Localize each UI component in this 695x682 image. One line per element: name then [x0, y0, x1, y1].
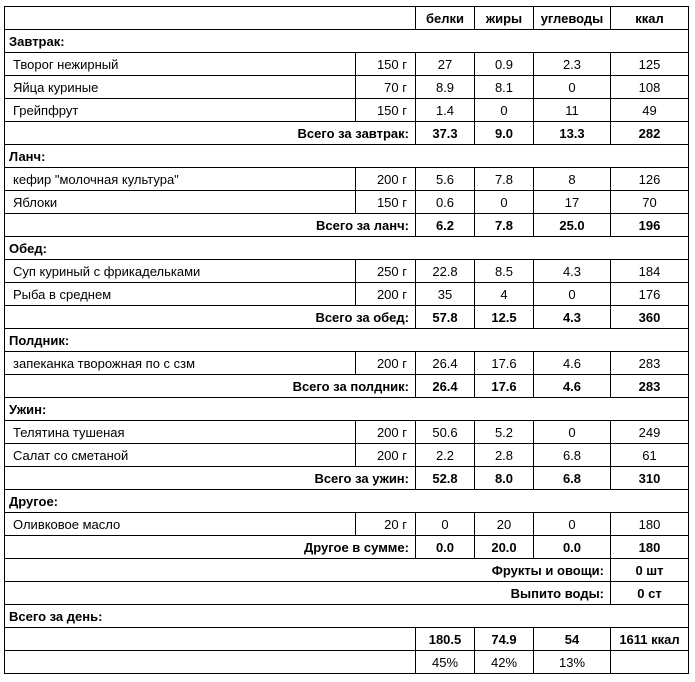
section-title: Полдник:: [5, 329, 689, 352]
section-total-kcal: 282: [611, 122, 689, 145]
food-row: [5, 168, 689, 191]
food-protein: 26.4: [416, 352, 475, 375]
food-row: [5, 191, 689, 214]
food-row: [5, 444, 689, 467]
section-total-kcal: 180: [611, 536, 689, 559]
food-fat: 5.2: [475, 421, 534, 444]
food-fat: 2.8: [475, 444, 534, 467]
food-kcal: 125: [611, 53, 689, 76]
day-total-title-row: [5, 605, 689, 628]
food-fat: 8.1: [475, 76, 534, 99]
food-amount: 150 г: [356, 99, 416, 122]
water-value: 0 ст: [611, 582, 689, 605]
food-amount: 200 г: [356, 168, 416, 191]
section-total-label: Всего за ланч:: [5, 214, 416, 237]
section-total-label: Всего за завтрак:: [5, 122, 416, 145]
section-title: Обед:: [5, 237, 689, 260]
day-percent-blank: [5, 651, 416, 674]
section-total-row: [5, 467, 689, 490]
section-total-carbs: 0.0: [534, 536, 611, 559]
food-name: Салат со сметаной: [5, 444, 356, 467]
header-fat: жиры: [475, 7, 534, 30]
food-carbs: 11: [534, 99, 611, 122]
fruits-veg-label: Фрукты и овощи:: [5, 559, 611, 582]
food-row: [5, 76, 689, 99]
fruits-veg-row: [5, 559, 689, 582]
section-total-protein: 0.0: [416, 536, 475, 559]
food-name: кефир "молочная культура": [5, 168, 356, 191]
food-protein: 22.8: [416, 260, 475, 283]
food-kcal: 108: [611, 76, 689, 99]
food-carbs: 0: [534, 76, 611, 99]
food-protein: 5.6: [416, 168, 475, 191]
section-total-row: [5, 122, 689, 145]
food-name: Телятина тушеная: [5, 421, 356, 444]
food-protein: 50.6: [416, 421, 475, 444]
food-amount: 70 г: [356, 76, 416, 99]
food-row: [5, 352, 689, 375]
section-total-protein: 52.8: [416, 467, 475, 490]
nutrition-table-body: [5, 7, 689, 674]
food-protein: 2.2: [416, 444, 475, 467]
food-amount: 200 г: [356, 352, 416, 375]
header-protein: белки: [416, 7, 475, 30]
section-title: Другое:: [5, 490, 689, 513]
food-kcal: 184: [611, 260, 689, 283]
header-kcal: ккал: [611, 7, 689, 30]
section-total-fat: 20.0: [475, 536, 534, 559]
section-title-row: [5, 145, 689, 168]
section-total-fat: 12.5: [475, 306, 534, 329]
nutrition-table: [4, 6, 689, 674]
day-total-fat: 74.9: [475, 628, 534, 651]
section-total-carbs: 25.0: [534, 214, 611, 237]
fruits-veg-value: 0 шт: [611, 559, 689, 582]
section-total-label: Всего за полдник:: [5, 375, 416, 398]
section-total-kcal: 310: [611, 467, 689, 490]
section-total-row: [5, 214, 689, 237]
section-total-fat: 17.6: [475, 375, 534, 398]
food-name: Творог нежирный: [5, 53, 356, 76]
food-kcal: 180: [611, 513, 689, 536]
section-total-carbs: 4.3: [534, 306, 611, 329]
day-total-kcal: 1611 ккал: [611, 628, 689, 651]
food-row: [5, 99, 689, 122]
section-title-row: [5, 30, 689, 53]
section-title: Ланч:: [5, 145, 689, 168]
day-total-protein: 180.5: [416, 628, 475, 651]
section-total-carbs: 13.3: [534, 122, 611, 145]
section-total-row: [5, 536, 689, 559]
section-total-label: Всего за обед:: [5, 306, 416, 329]
food-kcal: 49: [611, 99, 689, 122]
food-carbs: 4.6: [534, 352, 611, 375]
section-title: Завтрак:: [5, 30, 689, 53]
day-protein-pct: 45%: [416, 651, 475, 674]
food-carbs: 0: [534, 421, 611, 444]
food-carbs: 2.3: [534, 53, 611, 76]
food-row: [5, 283, 689, 306]
section-total-fat: 7.8: [475, 214, 534, 237]
food-fat: 4: [475, 283, 534, 306]
section-total-protein: 37.3: [416, 122, 475, 145]
section-title-row: [5, 329, 689, 352]
section-total-row: [5, 375, 689, 398]
food-kcal: 70: [611, 191, 689, 214]
day-carbs-pct: 13%: [534, 651, 611, 674]
food-name: Грейпфрут: [5, 99, 356, 122]
section-title-row: [5, 398, 689, 421]
food-carbs: 0: [534, 513, 611, 536]
food-carbs: 8: [534, 168, 611, 191]
water-row: [5, 582, 689, 605]
food-kcal: 249: [611, 421, 689, 444]
food-protein: 0: [416, 513, 475, 536]
food-kcal: 283: [611, 352, 689, 375]
section-total-carbs: 6.8: [534, 467, 611, 490]
food-protein: 0.6: [416, 191, 475, 214]
food-kcal: 176: [611, 283, 689, 306]
section-title: Ужин:: [5, 398, 689, 421]
section-title-row: [5, 490, 689, 513]
section-total-fat: 8.0: [475, 467, 534, 490]
food-name: запеканка творожная по с сзм: [5, 352, 356, 375]
food-row: [5, 260, 689, 283]
food-row: [5, 53, 689, 76]
food-protein: 1.4: [416, 99, 475, 122]
header-carbs: углеводы: [534, 7, 611, 30]
food-amount: 250 г: [356, 260, 416, 283]
food-row: [5, 513, 689, 536]
food-amount: 20 г: [356, 513, 416, 536]
food-amount: 150 г: [356, 191, 416, 214]
day-total-row: [5, 628, 689, 651]
section-total-protein: 6.2: [416, 214, 475, 237]
section-total-label: Всего за ужин:: [5, 467, 416, 490]
water-label: Выпито воды:: [5, 582, 611, 605]
day-total-carbs: 54: [534, 628, 611, 651]
food-kcal: 61: [611, 444, 689, 467]
food-name: Суп куриный с фрикадельками: [5, 260, 356, 283]
food-amount: 200 г: [356, 283, 416, 306]
day-pct-blank: [611, 651, 689, 674]
food-amount: 200 г: [356, 421, 416, 444]
day-total-title: Всего за день:: [5, 605, 689, 628]
food-carbs: 0: [534, 283, 611, 306]
food-fat: 0: [475, 191, 534, 214]
food-carbs: 6.8: [534, 444, 611, 467]
food-name: Оливковое масло: [5, 513, 356, 536]
section-total-kcal: 196: [611, 214, 689, 237]
header-blank: [5, 7, 416, 30]
food-carbs: 17: [534, 191, 611, 214]
section-total-carbs: 4.6: [534, 375, 611, 398]
food-amount: 150 г: [356, 53, 416, 76]
food-name: Яйца куриные: [5, 76, 356, 99]
section-total-protein: 57.8: [416, 306, 475, 329]
food-fat: 20: [475, 513, 534, 536]
food-row: [5, 421, 689, 444]
section-total-kcal: 283: [611, 375, 689, 398]
day-fat-pct: 42%: [475, 651, 534, 674]
section-title-row: [5, 237, 689, 260]
food-name: Яблоки: [5, 191, 356, 214]
food-name: Рыба в среднем: [5, 283, 356, 306]
food-carbs: 4.3: [534, 260, 611, 283]
food-fat: 17.6: [475, 352, 534, 375]
day-percent-row: [5, 651, 689, 674]
food-protein: 27: [416, 53, 475, 76]
day-total-blank: [5, 628, 416, 651]
food-fat: 0: [475, 99, 534, 122]
header-row: [5, 7, 689, 30]
food-protein: 8.9: [416, 76, 475, 99]
food-amount: 200 г: [356, 444, 416, 467]
food-fat: 0.9: [475, 53, 534, 76]
section-total-label: Другое в сумме:: [5, 536, 416, 559]
food-protein: 35: [416, 283, 475, 306]
section-total-kcal: 360: [611, 306, 689, 329]
section-total-protein: 26.4: [416, 375, 475, 398]
food-fat: 8.5: [475, 260, 534, 283]
food-fat: 7.8: [475, 168, 534, 191]
food-kcal: 126: [611, 168, 689, 191]
section-total-row: [5, 306, 689, 329]
section-total-fat: 9.0: [475, 122, 534, 145]
